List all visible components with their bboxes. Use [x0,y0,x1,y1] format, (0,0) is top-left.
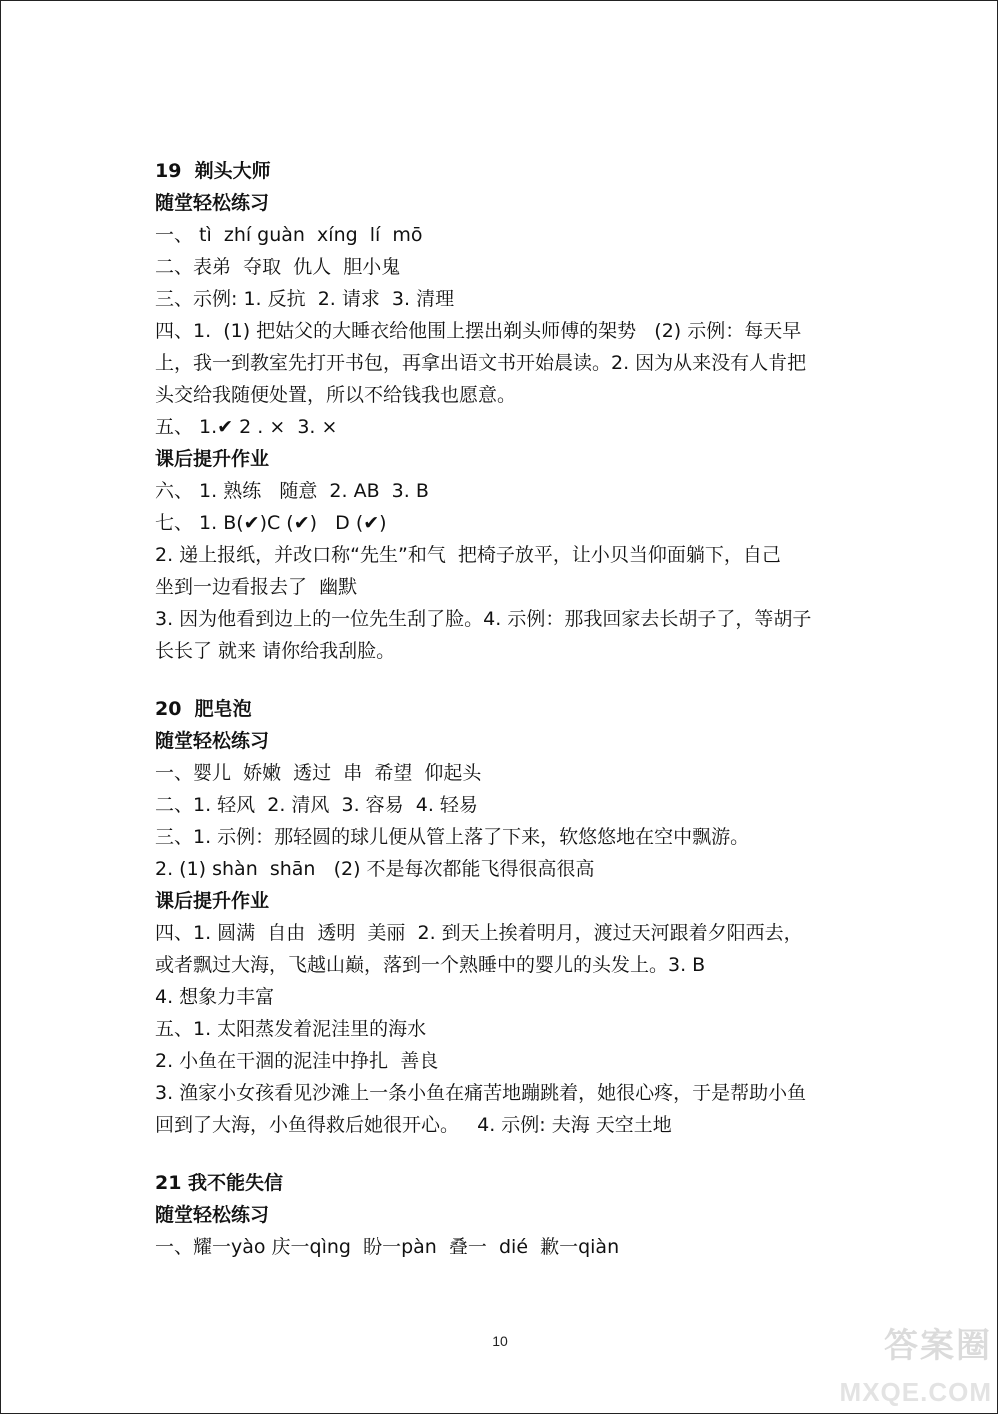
section-heading: 随堂轻松练习 [155,1204,270,1226]
lesson-20 [155,693,875,1141]
answer-line: 坐到一边看报去了 幽默 [155,576,358,598]
answer-line: 长长了 就来 请你给我刮脸。 [155,640,396,662]
spacer [155,667,875,693]
answer-line: 三、示例: 1. 反抗 2. 请求 3. 清理 [155,288,455,310]
answer-line: 回到了大海，小鱼得救后她很开心。 4. 示例: 夫海 天空土地 [155,1114,672,1136]
answer-line: 一、 tì zhí guàn xíng lí mō [155,224,423,246]
spacer [155,1141,875,1167]
lesson-title: 20 肥皂泡 [155,698,252,720]
answer-line: 五、 1.✔ 2 . × 3. × [155,416,338,438]
answer-line: 头交给我随便处置，所以不给钱我也愿意。 [155,384,517,406]
answer-line: 四、1. 圆满 自由 透明 美丽 2. 到天上挨着明月，渡过天河跟着夕阳西去， [155,922,803,944]
document-body [155,155,875,1263]
lesson-title: 19 剃头大师 [155,160,271,182]
answer-line: 2. 递上报纸，并改口称“先生”和气 把椅子放平，让小贝当仰面躺下，自己 [155,544,781,566]
answer-line: 2. (1) shàn shān (2) 不是每次都能飞得很高很高 [155,858,595,880]
lesson-19 [155,155,875,667]
page-number: 10 [492,1333,508,1349]
section-heading: 随堂轻松练习 [155,730,270,752]
answer-line: 三、1. 示例：那轻圆的球儿便从管上落了下来，软悠悠地在空中飘游。 [155,826,750,848]
watermark-text: 答案圈 [884,1326,992,1366]
answer-line: 3. 渔家小女孩看见沙滩上一条小鱼在痛苦地蹦跳着，她很心疼，于是帮助小鱼 [155,1082,807,1104]
answer-line: 3. 因为他看到边上的一位先生刮了脸。4. 示例：那我回家去长胡子了，等胡子 [155,608,812,630]
watermark-logo [812,1318,992,1408]
answer-line: 六、 1. 熟练 随意 2. AB 3. B [155,480,429,502]
answer-line: 二、1. 轻风 2. 清风 3. 容易 4. 轻易 [155,794,478,816]
answer-line: 一、婴儿 娇嫩 透过 串 希望 仰起头 [155,762,482,784]
lesson-title: 21 我不能失信 [155,1172,284,1194]
answer-line: 2. 小鱼在干涸的泥洼中挣扎 善良 [155,1050,439,1072]
answer-line: 4. 想象力丰富 [155,986,275,1008]
answer-line: 四、1. (1) 把姑父的大睡衣给他围上摆出剃头师傅的架势 (2) 示例：每天早 [155,320,802,342]
answer-line: 上，我一到教室先打开书包，再拿出语文书开始晨读。2. 因为从来没有人肯把 [155,352,807,374]
lesson-21 [155,1167,875,1263]
watermark-url: MXQE.COM [839,1377,992,1407]
section-heading: 随堂轻松练习 [155,192,270,214]
section-heading: 课后提升作业 [155,890,270,912]
answer-line: 七、 1. B(✔)C (✔) D (✔) [155,512,387,534]
section-heading: 课后提升作业 [155,448,270,470]
answer-line: 一、耀一yào 庆一qìng 盼一pàn 叠一 dié 歉一qiàn [155,1236,620,1258]
answer-line: 或者飘过大海，飞越山巅，落到一个熟睡中的婴儿的头发上。3. B [155,954,706,976]
answer-line: 二、表弟 夺取 仇人 胆小鬼 [155,256,401,278]
answer-line: 五、1. 太阳蒸发着泥洼里的海水 [155,1018,427,1040]
